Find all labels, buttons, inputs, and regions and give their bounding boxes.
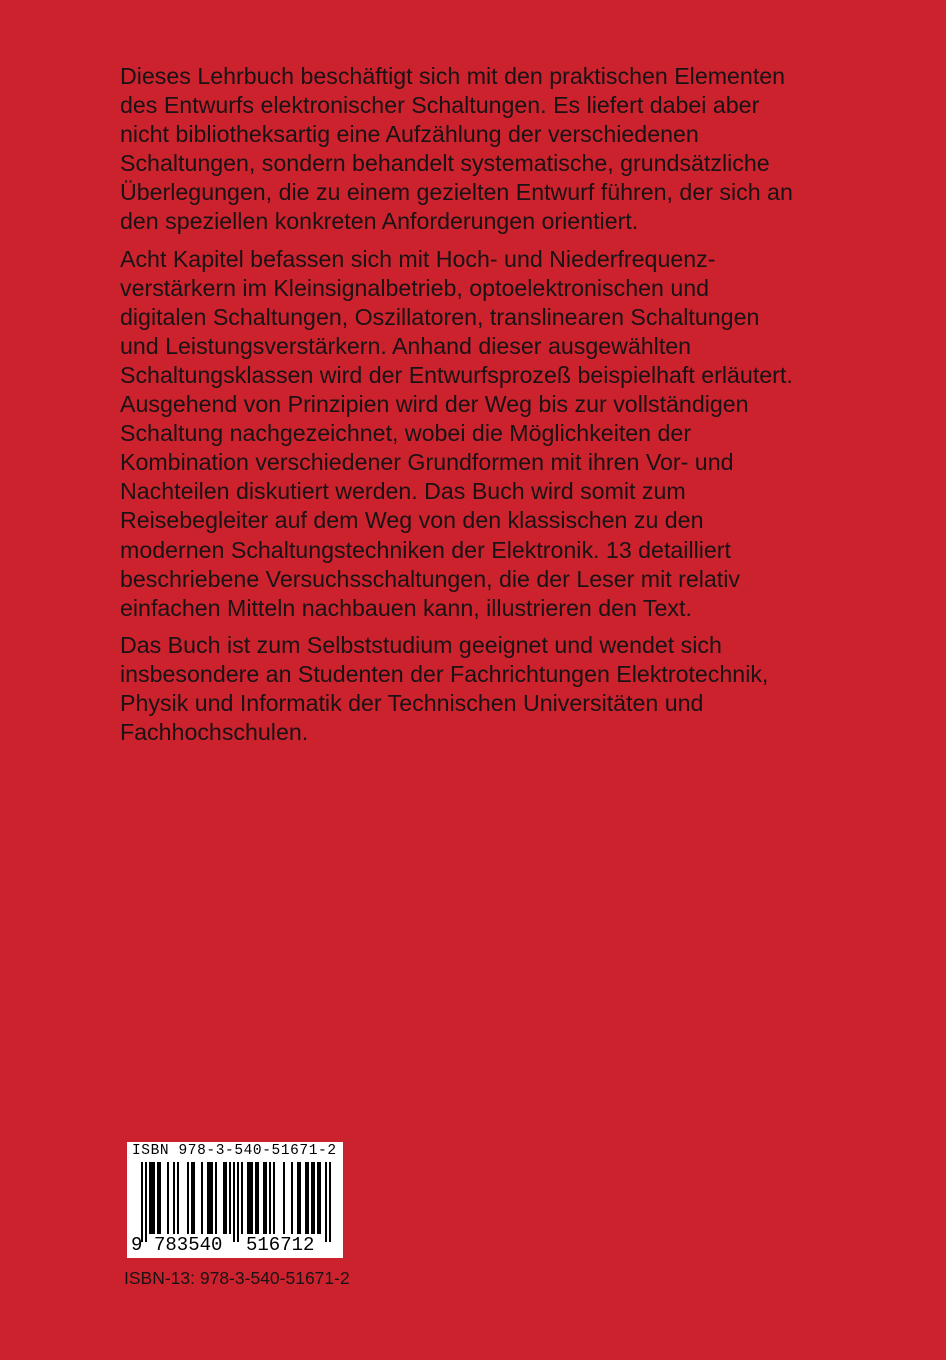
barcode-bar [313,1162,315,1234]
barcode-bar [201,1162,203,1234]
barcode-bar [223,1162,225,1234]
text-line: Schaltungsklassen wird der Entwurfsprozeß beispielhaft erläutert. [120,361,793,388]
barcode-bar [273,1162,275,1234]
barcode-bar [247,1162,249,1234]
text-line: insbesondere an Studenten der Fachrichtungen Elektrotechnik, [120,660,769,687]
barcode-bar [299,1162,301,1234]
barcode-bar [311,1162,313,1234]
barcode-bar [209,1162,211,1234]
isbn-barcode [127,1142,343,1258]
barcode-guard-bar [325,1162,327,1242]
text-line: Physik und Informatik der Technischen Universitäten und [120,689,704,716]
barcode-guard-bar [233,1162,235,1242]
paragraph-2 [120,245,840,623]
barcode-bar [249,1162,251,1234]
text-line: Schaltungen, sondern behandelt systematische, grundsätzliche [120,150,770,177]
barcode-bar [211,1162,213,1234]
barcode-bar [193,1162,195,1234]
text-line: Fachhochschulen. [120,719,309,746]
text-line: und Leistungsverstärkern. Anhand dieser ausgewählten [120,332,692,359]
barcode-bar [159,1162,161,1234]
barcode-bar [177,1162,179,1234]
text-line: beschriebene Versuchsschaltungen, die der Leser mit relativ [120,565,740,592]
barcode-bar [207,1162,209,1234]
barcode-bar [187,1162,189,1234]
barcode-digits [127,1234,343,1258]
barcode-bars [127,1162,343,1242]
barcode-bar [153,1162,155,1234]
barcode-bar [151,1162,153,1234]
barcode-guard-bar [237,1162,239,1242]
barcode-bar [291,1162,293,1234]
text-line: Kombination verschiedener Grundformen mit ihren Vor- und [120,449,734,476]
paragraph-1 [120,62,840,237]
barcode-bar [225,1162,227,1234]
text-line: digitalen Schaltungen, Oszillatoren, translinearen Schaltungen [120,303,760,330]
barcode-bar [307,1162,309,1234]
barcode-bar [229,1162,231,1234]
text-line: modernen Schaltungstechniken der Elektronik. 13 detailliert [120,536,731,563]
barcode-first-digit: 9 [131,1234,143,1256]
text-line: verstärkern im Kleinsignalbetrieb, optoelektronischen und [120,274,710,301]
barcode-guard-bar [329,1162,331,1242]
barcode-bar [297,1162,299,1234]
barcode-bar [241,1162,243,1234]
paragraph-3 [120,631,840,747]
barcode-guard-bar [145,1162,147,1242]
barcode-bar [191,1162,193,1234]
text-line: Ausgehend von Prinzipien wird der Weg bis zur vollständigen [120,391,749,418]
text-line: des Entwurfs elektronischer Schaltungen. Es liefert dabei aber [120,92,760,119]
barcode-bar [263,1162,265,1234]
text-line: den speziellen konkreten Anforderungen orientiert. [120,208,639,235]
text-line: Acht Kapitel befassen sich mit Hoch- und Niederfrequenz- [120,245,716,272]
barcode-bar [215,1162,217,1234]
barcode-bar [305,1162,307,1234]
text-line: Überlegungen, die zu einem gezielten Entwurf führen, der sich an [120,179,793,206]
barcode-bar [157,1162,159,1234]
text-line: Schaltung nachgezeichnet, wobei die Möglichkeiten der [120,420,692,447]
barcode-bar [269,1162,271,1234]
barcode-bar [149,1162,151,1234]
barcode-isbn-label: ISBN 978-3-540-51671-2 [132,1143,337,1159]
barcode-bar [167,1162,169,1234]
text-line: einfachen Mitteln nachbauen kann, illustrieren den Text. [120,594,692,621]
text-line: Dieses Lehrbuch beschäftigt sich mit den praktischen Elementen [120,63,786,89]
barcode-bar [173,1162,175,1234]
text-line: nicht bibliotheksartig eine Aufzählung der verschiedenen [120,121,699,148]
barcode-right-digits: 516712 [246,1234,315,1256]
barcode-bar [251,1162,253,1234]
blurb-text [120,62,840,755]
text-line: Nachteilen diskutiert werden. Das Buch wird somit zum [120,478,686,505]
barcode-bar [319,1162,321,1234]
barcode-bar [257,1162,259,1234]
text-line: Reisebegleiter auf dem Weg von den klassischen zu den [120,507,704,534]
barcode-bar [317,1162,319,1234]
barcode-bar [255,1162,257,1234]
barcode-left-digits: 783540 [154,1234,223,1256]
text-line: Das Buch ist zum Selbststudium geeignet und wendet sich [120,631,722,658]
barcode-bar [265,1162,267,1234]
barcode-guard-bar [141,1162,143,1242]
barcode-bar [283,1162,285,1234]
isbn13-label: ISBN-13: 978-3-540-51671-2 [124,1268,350,1288]
